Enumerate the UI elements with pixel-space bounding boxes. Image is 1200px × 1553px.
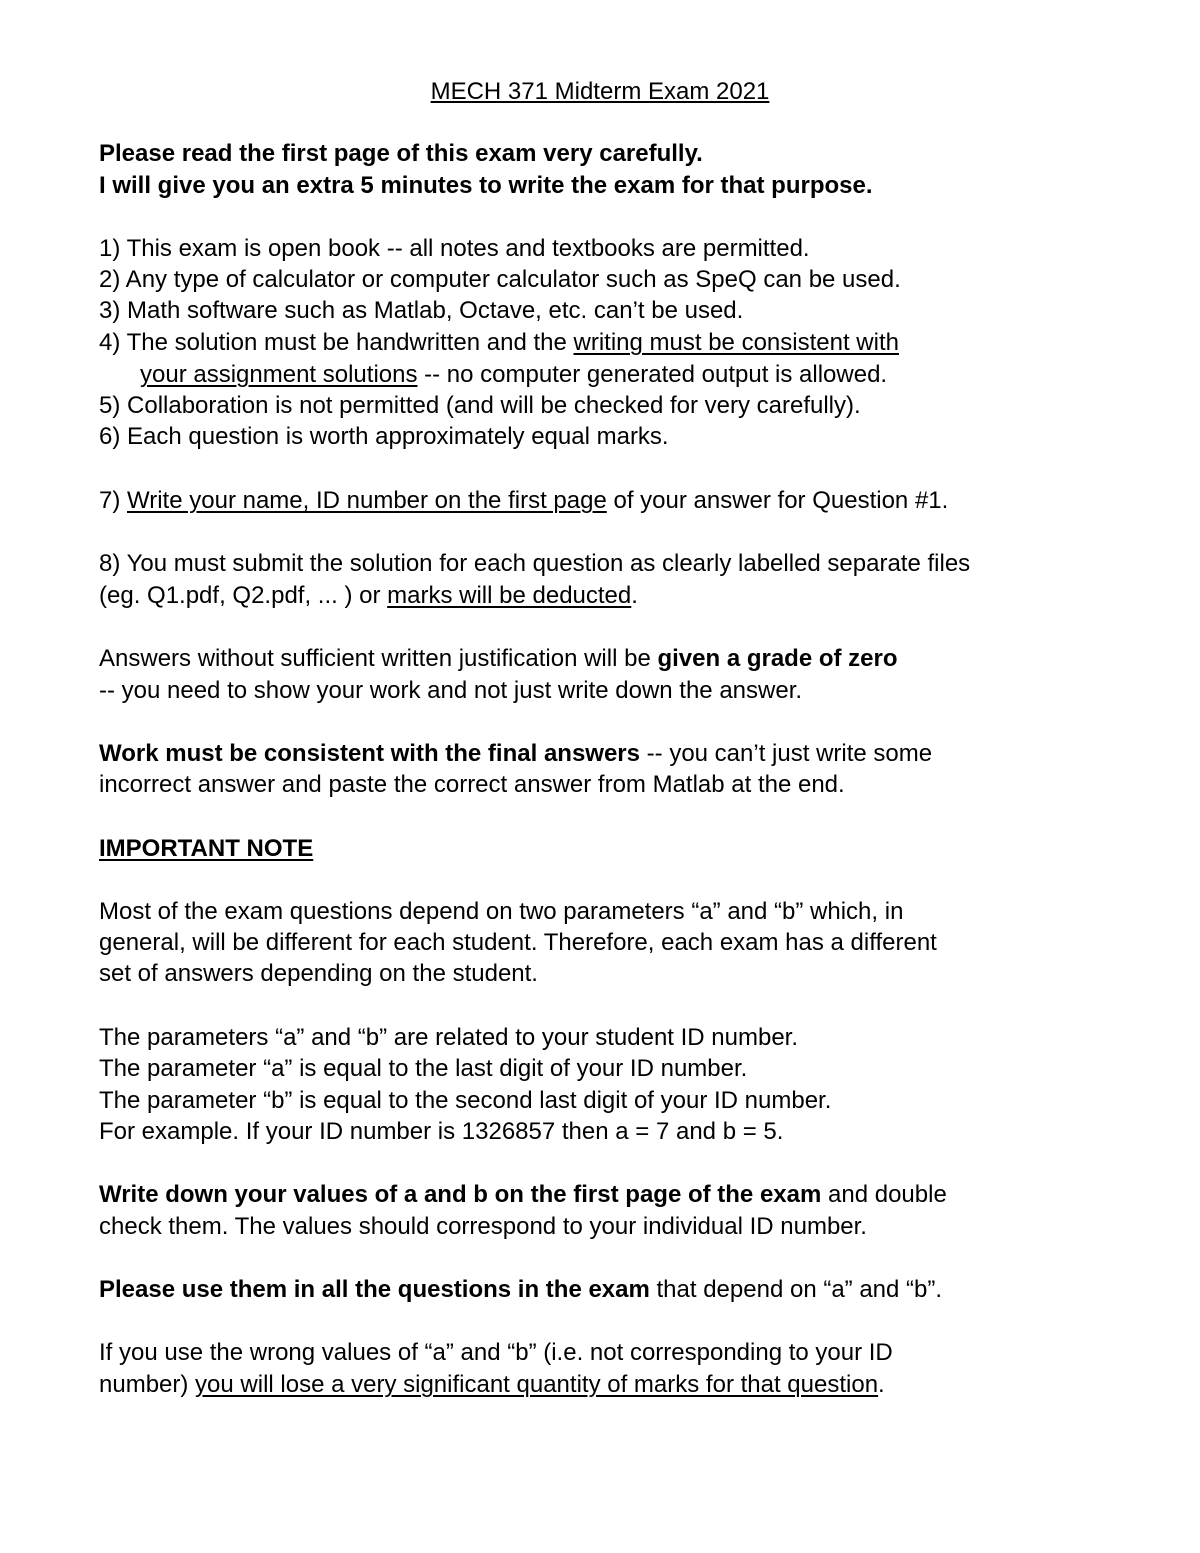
rule-8-text: (eg. Q1.pdf, Q2.pdf, ... ) or (99, 582, 388, 609)
note-p2-line-2: The parameter “a” is equal to the last digit of your ID number. (99, 1055, 748, 1082)
rule-8-period: . (631, 582, 638, 609)
rule-7-number: 7) (99, 487, 128, 514)
note-p3-bold: Write down your values of a and b on the first page of the exam (99, 1181, 822, 1208)
note-p4-bold: Please use them in all the questions in the exam (99, 1276, 650, 1303)
justification-line-2: -- you need to show your work and not just write down the answer. (99, 677, 803, 704)
rule-5: 5) Collaboration is not permitted (and will be checked for very carefully). (99, 392, 861, 419)
rule-8-underlined: marks will be deducted (387, 582, 632, 609)
justification-bold: given a grade of zero (657, 645, 898, 672)
rule-8-line-2 (99, 582, 638, 610)
note-p3-line-2: check them. The values should correspond to your individual ID number. (99, 1213, 867, 1240)
consistency-bold: Work must be consistent with the final answers (99, 740, 640, 767)
note-p5-underlined: you will lose a very significant quantity of marks for that question (195, 1371, 879, 1398)
rule-4-rest: -- no computer generated output is allowed. (417, 361, 888, 388)
note-p2-line-4: For example. If your ID number is 1326857 then a = 7 and b = 5. (99, 1118, 784, 1145)
note-p1-line-3: set of answers depending on the student. (99, 960, 538, 987)
rule-4-underlined: writing must be consistent with (573, 329, 899, 356)
page-title: MECH 371 Midterm Exam 2021 (430, 78, 770, 105)
rule-8-line-1: 8) You must submit the solution for each question as clearly labelled separate files (99, 550, 971, 577)
note-p3-line-1 (99, 1181, 947, 1209)
rule-2: 2) Any type of calculator or computer calculator such as SpeQ can be used. (99, 266, 901, 293)
intro-line-2: I will give you an extra 5 minutes to write the exam for that purpose. (99, 172, 873, 199)
note-p5-line-1: If you use the wrong values of “a” and “b” (i.e. not corresponding to your ID (99, 1339, 893, 1366)
note-p5-period: . (878, 1371, 885, 1398)
justification-text: Answers without sufficient written justification will be (99, 645, 658, 672)
rule-6: 6) Each question is worth approximately equal marks. (99, 423, 669, 450)
note-p1-line-1: Most of the exam questions depend on two parameters “a” and “b” which, in (99, 898, 904, 925)
consistency-text: -- you can’t just write some (640, 740, 933, 767)
rule-7 (99, 487, 948, 515)
note-p4-text: that depend on “a” and “b”. (649, 1276, 943, 1303)
rule-1: 1) This exam is open book -- all notes and textbooks are permitted. (99, 235, 810, 262)
note-p4 (99, 1276, 942, 1304)
rule-4-line-1 (99, 329, 899, 357)
rule-7-rest: of your answer for Question #1. (606, 487, 949, 514)
note-p1-line-2: general, will be different for each student. Therefore, each exam has a different (99, 929, 937, 956)
important-note-heading: IMPORTANT NOTE (99, 835, 314, 862)
note-p5-text: number) (99, 1371, 196, 1398)
consistency-line-2: incorrect answer and paste the correct answer from Matlab at the end. (99, 771, 845, 798)
consistency-line-1 (99, 740, 932, 768)
note-p3-text: and double (821, 1181, 947, 1208)
justification-line-1 (99, 645, 898, 673)
rule-7-underlined: Write your name, ID number on the first page (127, 487, 607, 514)
rule-4-text: 4) The solution must be handwritten and the (99, 329, 574, 356)
rule-3: 3) Math software such as Matlab, Octave, etc. can’t be used. (99, 297, 744, 324)
note-p5-line-2 (99, 1371, 885, 1399)
intro-line-1: Please read the first page of this exam very carefully. (99, 140, 703, 167)
note-p2-line-3: The parameter “b” is equal to the second last digit of your ID number. (99, 1087, 832, 1114)
rule-4-line-2 (140, 361, 887, 389)
rule-4-underlined-cont: your assignment solutions (140, 361, 418, 388)
note-p2-line-1: The parameters “a” and “b” are related to your student ID number. (99, 1024, 799, 1051)
